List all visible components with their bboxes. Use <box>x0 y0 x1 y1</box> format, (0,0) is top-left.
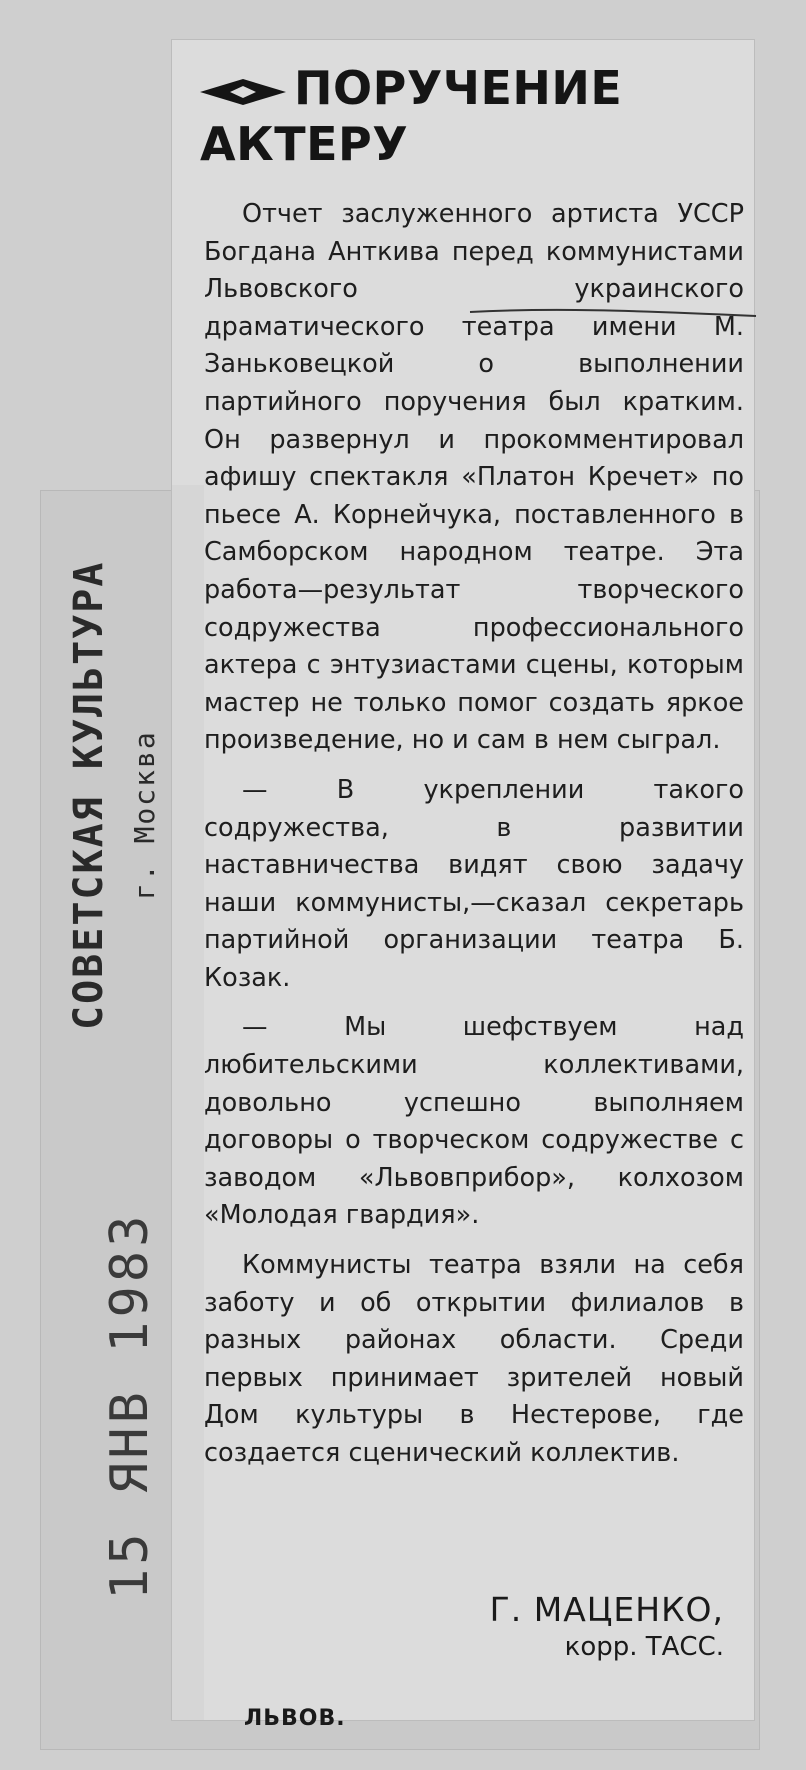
author-role: корр. ТАСС. <box>564 1632 724 1662</box>
paragraph-2: — В укреплении такого содружества, в развитии наставничества видят свою задачу наши коммунисты,—сказал секретарь партийной организации театра Б. Козак. <box>204 774 744 993</box>
stamp-city: г. Москва <box>128 730 161 900</box>
paragraph-4: Коммунисты театра взяли на себя заботу и об открытии филиалов в разных районах области. Среди первых принимает зрителей новый Дом культуры в Нестерове, где создается сценический коллектив. <box>204 1250 744 1468</box>
byline <box>204 1590 724 1664</box>
headline-line-2: АКТЕРУ <box>200 117 409 171</box>
headline-line-1: ПОРУЧЕНИЕ <box>200 60 740 116</box>
clipping-margin <box>172 485 204 1720</box>
author-name: Г. МАЦЕНКО, <box>489 1590 724 1629</box>
article-body <box>204 196 744 1485</box>
diamond-ornament-icon <box>200 77 286 107</box>
paragraph-3: — Мы шефствуем над любительскими коллективами, довольно успешно выполняем договоры о творческом содружестве с заводом «Львовприбор», колхозом «Молодая гвардия». <box>204 1012 744 1231</box>
article-headline <box>200 60 740 172</box>
stamp-newspaper-title: СОВЕТСКАЯ КУЛЬТУРА <box>66 560 112 1030</box>
dateline: ЛЬВОВ. <box>244 1706 346 1731</box>
stamp-date: 15 ЯНВ 1983 <box>100 1211 160 1600</box>
paragraph-1: Отчет заслуженного артиста УССР Богдана Анткива перед коммунистами Львовского украинского драматического театра имени М. Заньковецкой о выполнении партийного поручения был кратким. Он развернул и прокомментировал афишу спектакля «Платон Кречет» по пьесе А. Корнейчука, поставленного в Самборском народном театре. Эта работа—результат творческого содружества профессионального актера с энтузиастами сцены, которым мастер не только помог создать яркое произведение, но и сам в нем сыграл. <box>204 199 744 756</box>
